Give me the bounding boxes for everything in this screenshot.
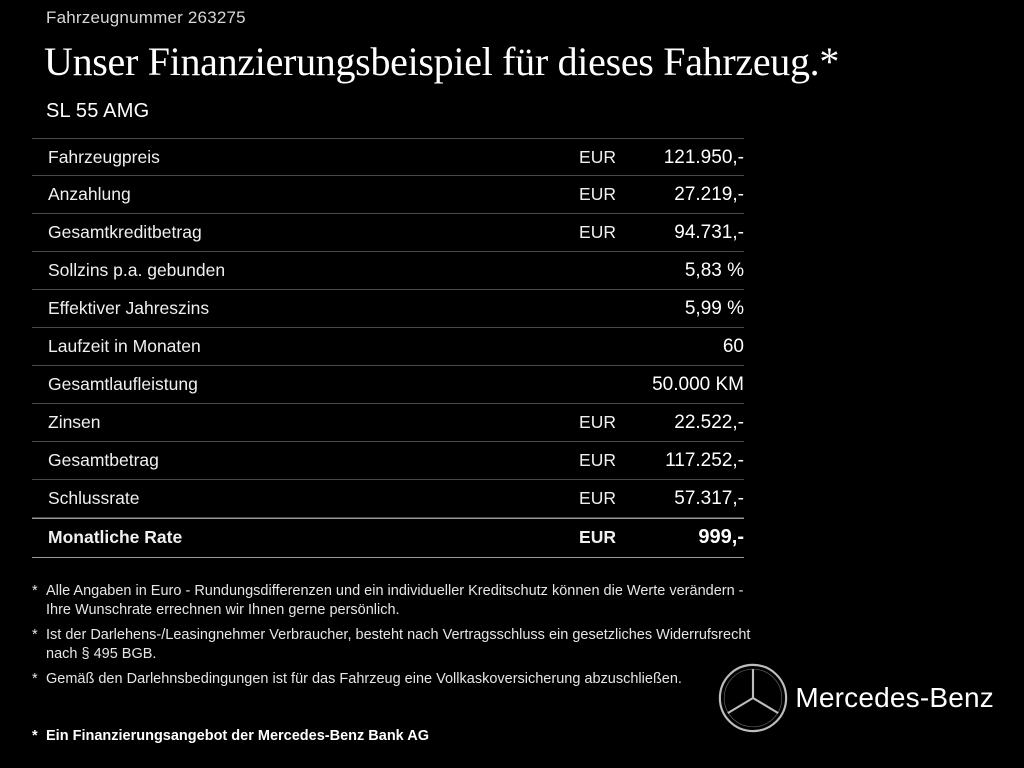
row-value: [579, 139, 744, 176]
row-currency: EUR: [579, 222, 616, 242]
row-currency: EUR: [579, 527, 616, 547]
note-item: [32, 582, 772, 620]
table-row: [32, 214, 744, 252]
table-row: [32, 518, 744, 558]
row-amount: 5,83 %: [684, 260, 744, 281]
row-label: Fahrzeugpreis: [48, 147, 160, 167]
row-value: [579, 176, 744, 213]
row-label: Anzahlung: [48, 184, 131, 204]
row-label: Zinsen: [48, 412, 101, 432]
table-row: [32, 138, 744, 176]
row-amount: 117.252,-: [665, 450, 744, 471]
row-currency: EUR: [579, 184, 616, 204]
row-currency: EUR: [579, 412, 616, 432]
row-amount: 999,-: [698, 526, 744, 548]
note-item: [32, 670, 772, 689]
table-row: [32, 176, 744, 214]
row-label: Gesamtbetrag: [48, 450, 159, 470]
row-label: Effektiver Jahreszins: [48, 298, 210, 318]
row-label: Schlussrate: [48, 488, 140, 508]
note-text: Gemäß den Darlehnsbedingungen ist für das Fahrzeug eine Vollkaskoversicherung abzuschließen.: [46, 671, 682, 687]
note-star: *: [32, 583, 38, 599]
bank-footnote: [32, 728, 429, 744]
row-amount: 22.522,-: [674, 412, 744, 433]
table-row: [32, 252, 744, 290]
row-amount: 57.317,-: [674, 488, 744, 509]
vehicle-model: SL 55 AMG: [46, 100, 150, 122]
row-value: [616, 367, 744, 403]
row-label: Gesamtlaufleistung: [48, 374, 198, 394]
row-amount: 27.219,-: [674, 184, 744, 205]
row-value: [579, 480, 744, 517]
row-label: Monatliche Rate: [48, 527, 183, 547]
brand-lockup: [717, 662, 994, 734]
table-row: [32, 366, 744, 404]
notes-list: [32, 582, 772, 695]
row-amount: 50.000 KM: [652, 374, 744, 395]
row-value: [579, 404, 744, 441]
row-amount: 94.731,-: [674, 222, 744, 243]
row-value: [579, 214, 744, 251]
row-value: [579, 519, 744, 555]
row-currency: EUR: [579, 488, 616, 508]
mercedes-star-icon: [717, 662, 789, 734]
row-label: Laufzeit in Monaten: [48, 336, 201, 356]
note-text: Ist der Darlehens-/Leasingnehmer Verbraucher, besteht nach Vertragsschluss ein gesetzliches Widerrufsrecht nach § 495 BGB.: [46, 627, 751, 662]
row-amount: 60: [722, 336, 744, 357]
table-row: [32, 290, 744, 328]
vehicle-number: Fahrzeugnummer 263275: [46, 8, 246, 27]
table-row: [32, 442, 744, 480]
row-value: [616, 291, 744, 327]
table-row: [32, 480, 744, 518]
row-currency: EUR: [579, 147, 616, 167]
row-value: [579, 442, 744, 479]
footnote-star: *: [32, 728, 38, 744]
row-currency: EUR: [579, 450, 616, 470]
page-title: Unser Finanzierungsbeispiel für dieses Fahrzeug.*: [44, 39, 840, 84]
row-label: Gesamtkreditbetrag: [48, 222, 202, 242]
row-label: Sollzins p.a. gebunden: [48, 260, 226, 280]
row-amount: 5,99 %: [684, 298, 744, 319]
finance-table: [32, 138, 744, 558]
row-value: [616, 253, 744, 289]
table-row: [32, 404, 744, 442]
note-text: Alle Angaben in Euro - Rundungsdifferenzen und ein individueller Kreditschutz können die Werte verändern - Ihre Wunschrate errechnen wir Ihnen gerne persönlich.: [46, 583, 744, 618]
brand-name: Mercedes-Benz: [795, 682, 994, 713]
table-row: [32, 328, 744, 366]
note-star: *: [32, 671, 38, 687]
note-star: *: [32, 627, 38, 643]
row-amount: 121.950,-: [663, 147, 744, 168]
note-item: [32, 626, 772, 664]
row-value: [616, 329, 744, 365]
footnote-text: Ein Finanzierungsangebot der Mercedes-Benz Bank AG: [46, 728, 429, 744]
